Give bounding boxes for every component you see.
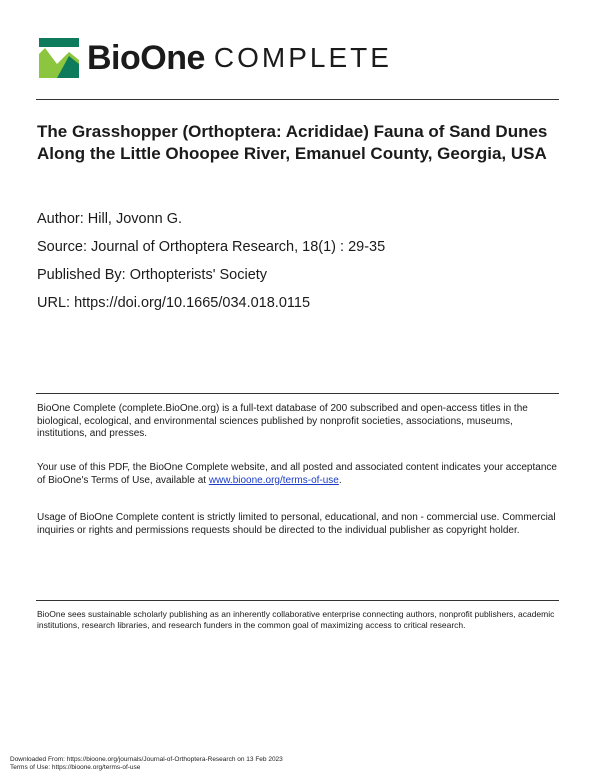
lower-divider [36,600,559,601]
url-line: URL: https://doi.org/10.1665/034.018.0115 [37,295,311,311]
source-line: Source: Journal of Orthoptera Research, 18(1) : 29-35 [37,239,386,255]
author-line: Author: Hill, Jovonn G. [37,211,183,227]
logo-bioone-text: BioOne [87,39,205,77]
footer-terms-line: Terms of Use: https://bioone.org/terms-of-use [10,764,141,771]
terms-paragraph [37,462,562,487]
top-divider [36,99,559,100]
logo-complete-text: COMPLETE [213,42,392,73]
terms-text: Your use of this PDF, the BioOne Complete website, and all posted and associated content indicates your acceptance of BioOne's Terms of Use, available at [37,462,557,486]
about-paragraph: BioOne Complete (complete.BioOne.org) is a full-text database of 200 subscribed and open-access titles in the biological, ecological, and environmental sciences published by nonprofit societies, associations, museums, institutions, and presses. [37,403,528,439]
bioone-logo-icon [39,38,79,78]
terms-of-use-link[interactable]: www.bioone.org/terms-of-use [208,474,339,486]
middle-divider [36,393,559,394]
mission-paragraph: BioOne sees sustainable scholarly publishing as an inherently collaborative enterprise connecting authors, nonprofit publishers, academic institutions, research libraries, and research funders in the common goal of maximizing access to critical research. [37,609,555,630]
bioone-logo [39,38,392,78]
download-footer [10,756,283,772]
article-metadata [37,205,562,317]
usage-paragraph: Usage of BioOne Complete content is strictly limited to personal, educational, and non - commercial use. Commercial inquiries or rights and permissions requests should be directed to the individual publisher as copyright holder. [37,512,556,536]
publisher-line: Published By: Orthopterists' Society [37,267,268,283]
download-line: Downloaded From: https://bioone.org/journals/Journal-of-Orthoptera-Research on 13 Feb 2023 [10,756,283,763]
terms-text-end: . [338,474,342,486]
article-title: The Grasshopper (Orthoptera: Acrididae) Fauna of Sand Dunes Along the Little Ohoopee River, Emanuel County, Georgia, USA [37,122,548,163]
